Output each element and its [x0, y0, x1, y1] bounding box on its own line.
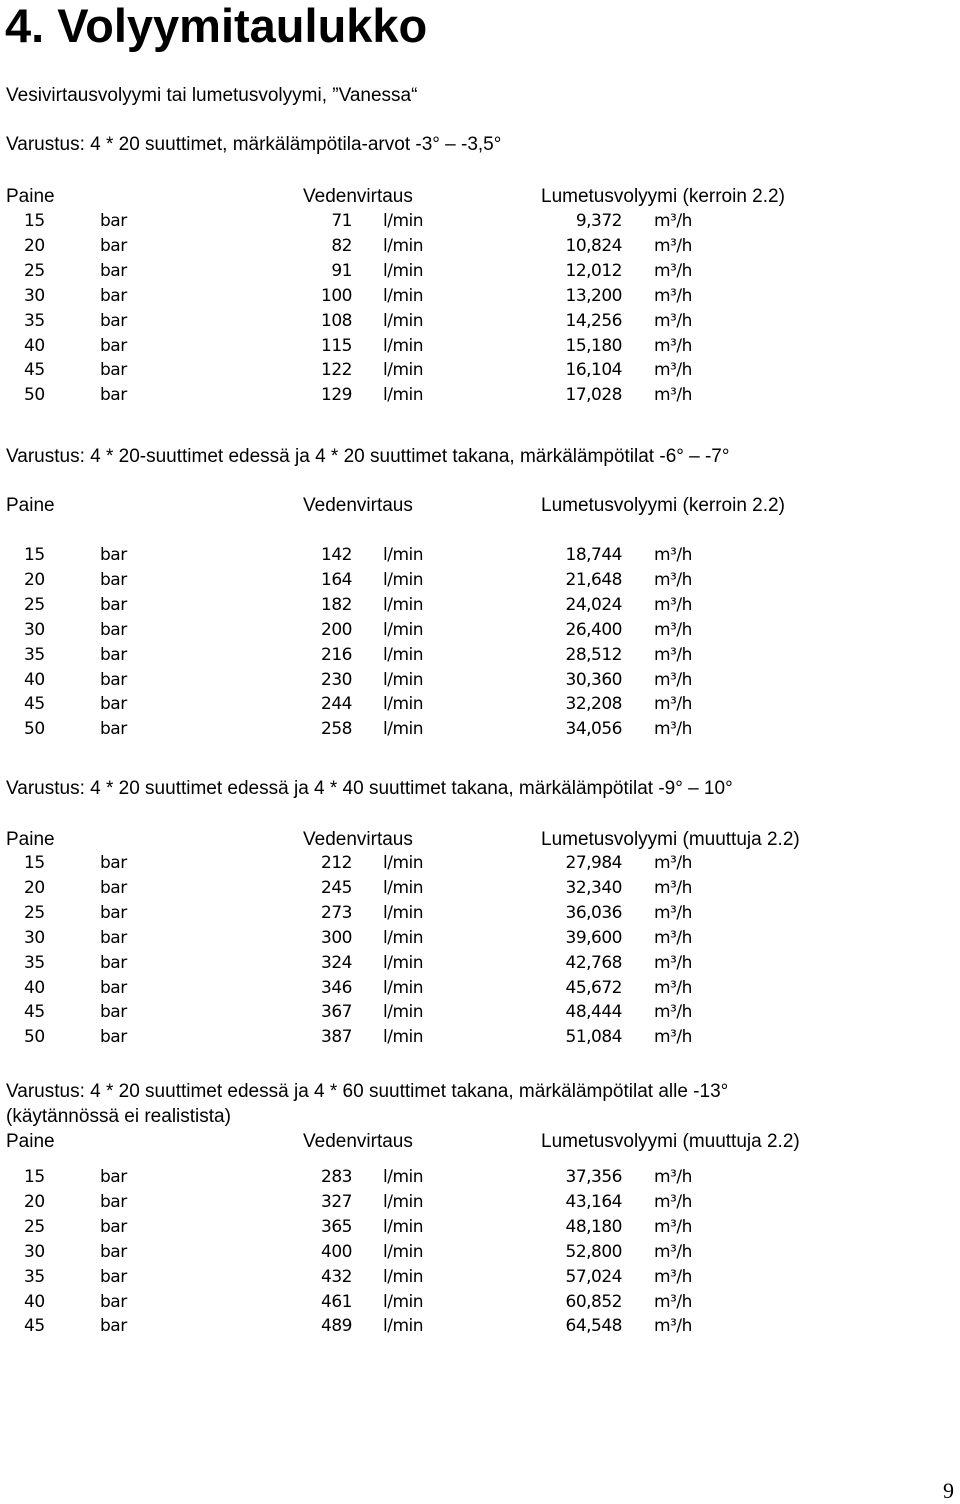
flow-unit: l/min	[383, 1316, 424, 1337]
flow-value: 142	[321, 545, 352, 565]
pressure-unit: bar	[100, 235, 127, 256]
volume-value: 16,104	[565, 360, 622, 381]
pressure-unit: bar	[100, 877, 127, 898]
section-1-header-paine: Paine	[6, 186, 55, 207]
volume-unit: m³/h	[654, 977, 692, 998]
table-row	[0, 334, 960, 359]
flow-unit: l/min	[383, 569, 424, 590]
flow-unit: l/min	[383, 619, 424, 640]
flow-unit: l/min	[383, 1027, 424, 1048]
volume-unit: m³/h	[654, 694, 692, 715]
volume-value: 39,600	[565, 927, 622, 948]
volume-value: 27,984	[565, 853, 622, 873]
volume-unit: m³/h	[654, 594, 692, 615]
volume-value: 42,768	[565, 952, 622, 973]
volume-unit: m³/h	[654, 1241, 692, 1262]
pressure-value: 50	[24, 385, 45, 406]
pressure-unit: bar	[100, 952, 127, 973]
pressure-unit: bar	[100, 1027, 127, 1048]
table-row	[0, 692, 960, 717]
pressure-value: 25	[24, 1216, 45, 1237]
pressure-value: 40	[24, 669, 45, 690]
section-3-header-vedenvirtaus: Vedenvirtaus	[303, 829, 413, 850]
flow-value: 245	[321, 877, 352, 898]
flow-unit: l/min	[383, 1216, 424, 1237]
flow-unit: l/min	[383, 877, 424, 898]
volume-value: 45,672	[565, 977, 622, 998]
table-row	[0, 951, 960, 976]
table-row	[0, 568, 960, 593]
flow-unit: l/min	[383, 310, 424, 331]
volume-unit: m³/h	[654, 669, 692, 690]
flow-value: 365	[321, 1216, 352, 1237]
pressure-unit: bar	[100, 694, 127, 715]
flow-unit: l/min	[383, 669, 424, 690]
flow-unit: l/min	[383, 385, 424, 406]
pressure-value: 35	[24, 952, 45, 973]
volume-unit: m³/h	[654, 1191, 692, 1212]
flow-unit: l/min	[383, 1167, 424, 1187]
section-4-header-vedenvirtaus: Vedenvirtaus	[303, 1131, 413, 1152]
pressure-unit: bar	[100, 853, 127, 873]
volume-unit: m³/h	[654, 1266, 692, 1287]
table-row	[0, 358, 960, 383]
volume-unit: m³/h	[654, 1216, 692, 1237]
table-row	[0, 851, 960, 876]
section-1-header-vedenvirtaus: Vedenvirtaus	[303, 186, 413, 207]
table-row	[0, 234, 960, 259]
pressure-unit: bar	[100, 569, 127, 590]
volume-value: 30,360	[565, 669, 622, 690]
table-row	[0, 643, 960, 668]
flow-unit: l/min	[383, 853, 424, 873]
volume-unit: m³/h	[654, 310, 692, 331]
volume-unit: m³/h	[654, 235, 692, 256]
flow-value: 129	[321, 385, 352, 406]
pressure-unit: bar	[100, 669, 127, 690]
table-row	[0, 209, 960, 234]
pressure-unit: bar	[100, 1266, 127, 1287]
table-row	[0, 668, 960, 693]
flow-unit: l/min	[383, 545, 424, 565]
flow-value: 71	[331, 211, 352, 231]
flow-value: 273	[321, 902, 352, 923]
table-row	[0, 259, 960, 284]
flow-unit: l/min	[383, 1191, 424, 1212]
section-2-header-vedenvirtaus: Vedenvirtaus	[303, 495, 413, 516]
pressure-unit: bar	[100, 1316, 127, 1337]
pressure-value: 45	[24, 1002, 45, 1023]
volume-value: 48,180	[565, 1216, 622, 1237]
volume-value: 57,024	[565, 1266, 622, 1287]
section-4-header-paine: Paine	[6, 1131, 55, 1152]
section-4-header-lumetus: Lumetusvolyymi (muuttuja 2.2)	[541, 1131, 800, 1152]
section-4-equipment-note: (käytännössä ei realistista)	[6, 1106, 231, 1127]
volume-value: 32,208	[565, 694, 622, 715]
pressure-unit: bar	[100, 360, 127, 381]
volume-unit: m³/h	[654, 569, 692, 590]
flow-unit: l/min	[383, 1291, 424, 1312]
volume-value: 64,548	[565, 1316, 622, 1337]
pressure-unit: bar	[100, 260, 127, 281]
page-number: 9	[943, 1478, 954, 1503]
volume-unit: m³/h	[654, 1291, 692, 1312]
table-row	[0, 876, 960, 901]
table-row	[0, 1025, 960, 1050]
flow-unit: l/min	[383, 952, 424, 973]
flow-unit: l/min	[383, 594, 424, 615]
section-3-equipment: Varustus: 4 * 20 suuttimet edessä ja 4 * 40 suuttimet takana, märkälämpötilat -9° – 10°	[6, 778, 733, 799]
volume-value: 26,400	[565, 619, 622, 640]
pressure-value: 50	[24, 719, 45, 740]
pressure-unit: bar	[100, 385, 127, 406]
volume-unit: m³/h	[654, 285, 692, 306]
volume-unit: m³/h	[654, 927, 692, 948]
flow-value: 400	[321, 1241, 352, 1262]
flow-unit: l/min	[383, 285, 424, 306]
flow-unit: l/min	[383, 927, 424, 948]
pressure-value: 35	[24, 1266, 45, 1287]
table-row	[0, 618, 960, 643]
volume-value: 13,200	[565, 285, 622, 306]
table-row	[0, 901, 960, 926]
volume-unit: m³/h	[654, 1167, 692, 1187]
table-row	[0, 976, 960, 1001]
pressure-unit: bar	[100, 719, 127, 740]
table-row	[0, 1265, 960, 1290]
volume-value: 43,164	[565, 1191, 622, 1212]
volume-unit: m³/h	[654, 360, 692, 381]
flow-value: 100	[321, 285, 352, 306]
pressure-unit: bar	[100, 545, 127, 565]
volume-value: 51,084	[565, 1027, 622, 1048]
volume-value: 9,372	[575, 211, 622, 231]
flow-unit: l/min	[383, 360, 424, 381]
page-title: 4. Volyymitaulukko	[5, 0, 428, 52]
table-row	[0, 1000, 960, 1025]
pressure-unit: bar	[100, 644, 127, 665]
section-4-equipment: Varustus: 4 * 20 suuttimet edessä ja 4 * 60 suuttimet takana, märkälämpötilat alle -13°	[6, 1081, 729, 1102]
volume-value: 36,036	[565, 902, 622, 923]
volume-value: 21,648	[565, 569, 622, 590]
section-1-header-lumetus: Lumetusvolyymi (kerroin 2.2)	[541, 186, 785, 207]
flow-value: 91	[331, 260, 352, 281]
volume-unit: m³/h	[654, 1027, 692, 1048]
flow-value: 230	[321, 669, 352, 690]
pressure-value: 20	[24, 235, 45, 256]
volume-value: 32,340	[565, 877, 622, 898]
pressure-unit: bar	[100, 310, 127, 331]
flow-unit: l/min	[383, 260, 424, 281]
pressure-unit: bar	[100, 977, 127, 998]
pressure-value: 45	[24, 694, 45, 715]
section-1-equipment: Varustus: 4 * 20 suuttimet, märkälämpötila-arvot -3° – -3,5°	[6, 134, 502, 155]
table-row	[0, 383, 960, 408]
section-2-header-lumetus: Lumetusvolyymi (kerroin 2.2)	[541, 495, 785, 516]
flow-value: 489	[321, 1316, 352, 1337]
volume-unit: m³/h	[654, 211, 692, 231]
volume-value: 48,444	[565, 1002, 622, 1023]
pressure-value: 20	[24, 877, 45, 898]
pressure-value: 15	[24, 545, 45, 565]
volume-value: 52,800	[565, 1241, 622, 1262]
pressure-value: 50	[24, 1027, 45, 1048]
flow-value: 327	[321, 1191, 352, 1212]
pressure-unit: bar	[100, 1002, 127, 1023]
flow-value: 244	[321, 694, 352, 715]
table-row	[0, 926, 960, 951]
volume-value: 14,256	[565, 310, 622, 331]
flow-value: 258	[321, 719, 352, 740]
table-row	[0, 1314, 960, 1339]
pressure-value: 15	[24, 1167, 45, 1187]
pressure-value: 25	[24, 902, 45, 923]
pressure-unit: bar	[100, 619, 127, 640]
pressure-unit: bar	[100, 335, 127, 356]
flow-unit: l/min	[383, 211, 424, 231]
flow-unit: l/min	[383, 719, 424, 740]
flow-value: 115	[321, 335, 352, 356]
volume-unit: m³/h	[654, 853, 692, 873]
volume-unit: m³/h	[654, 619, 692, 640]
volume-unit: m³/h	[654, 545, 692, 565]
volume-unit: m³/h	[654, 335, 692, 356]
flow-unit: l/min	[383, 1266, 424, 1287]
table-row	[0, 717, 960, 742]
flow-unit: l/min	[383, 977, 424, 998]
pressure-value: 30	[24, 619, 45, 640]
flow-value: 367	[321, 1002, 352, 1023]
table-row	[0, 1190, 960, 1215]
pressure-value: 25	[24, 594, 45, 615]
pressure-unit: bar	[100, 1241, 127, 1262]
flow-unit: l/min	[383, 694, 424, 715]
flow-value: 300	[321, 927, 352, 948]
volume-unit: m³/h	[654, 902, 692, 923]
section-2-header-paine: Paine	[6, 495, 55, 516]
volume-value: 34,056	[565, 719, 622, 740]
volume-value: 24,024	[565, 594, 622, 615]
table-row	[0, 543, 960, 568]
pressure-value: 30	[24, 1241, 45, 1262]
flow-unit: l/min	[383, 1002, 424, 1023]
flow-unit: l/min	[383, 644, 424, 665]
pressure-value: 40	[24, 977, 45, 998]
flow-value: 432	[321, 1266, 352, 1287]
volume-value: 12,012	[565, 260, 622, 281]
volume-value: 28,512	[565, 644, 622, 665]
flow-value: 212	[321, 853, 352, 873]
pressure-value: 35	[24, 644, 45, 665]
flow-value: 182	[321, 594, 352, 615]
volume-value: 37,356	[565, 1167, 622, 1187]
flow-unit: l/min	[383, 335, 424, 356]
pressure-value: 15	[24, 211, 45, 231]
pressure-unit: bar	[100, 211, 127, 231]
flow-value: 461	[321, 1291, 352, 1312]
volume-value: 15,180	[565, 335, 622, 356]
volume-value: 60,852	[565, 1291, 622, 1312]
volume-unit: m³/h	[654, 952, 692, 973]
flow-value: 346	[321, 977, 352, 998]
flow-value: 108	[321, 310, 352, 331]
pressure-value: 45	[24, 1316, 45, 1337]
volume-unit: m³/h	[654, 719, 692, 740]
volume-value: 17,028	[565, 385, 622, 406]
pressure-value: 20	[24, 1191, 45, 1212]
pressure-value: 45	[24, 360, 45, 381]
pressure-value: 25	[24, 260, 45, 281]
section-3-header-paine: Paine	[6, 829, 55, 850]
pressure-value: 30	[24, 927, 45, 948]
section-2-equipment: Varustus: 4 * 20-suuttimet edessä ja 4 * 20 suuttimet takana, märkälämpötilat -6° – -7°	[6, 446, 730, 467]
pressure-unit: bar	[100, 1216, 127, 1237]
table-row	[0, 593, 960, 618]
table-row	[0, 1290, 960, 1315]
flow-value: 283	[321, 1167, 352, 1187]
pressure-unit: bar	[100, 1167, 127, 1187]
section-3-header-lumetus: Lumetusvolyymi (muuttuja 2.2)	[541, 829, 800, 850]
table-row	[0, 309, 960, 334]
table-row	[0, 1165, 960, 1190]
volume-unit: m³/h	[654, 1002, 692, 1023]
pressure-value: 15	[24, 853, 45, 873]
pressure-unit: bar	[100, 594, 127, 615]
volume-unit: m³/h	[654, 385, 692, 406]
pressure-value: 35	[24, 310, 45, 331]
flow-unit: l/min	[383, 902, 424, 923]
flow-unit: l/min	[383, 1241, 424, 1262]
flow-value: 216	[321, 644, 352, 665]
table-row	[0, 1215, 960, 1240]
pressure-value: 40	[24, 1291, 45, 1312]
flow-value: 324	[321, 952, 352, 973]
flow-value: 164	[321, 569, 352, 590]
pressure-value: 20	[24, 569, 45, 590]
flow-value: 387	[321, 1027, 352, 1048]
pressure-value: 40	[24, 335, 45, 356]
table-row	[0, 1240, 960, 1265]
document-subtitle: Vesivirtausvolyymi tai lumetusvolyymi, ”Vanessa“	[6, 85, 418, 106]
volume-unit: m³/h	[654, 260, 692, 281]
flow-unit: l/min	[383, 235, 424, 256]
volume-unit: m³/h	[654, 877, 692, 898]
pressure-unit: bar	[100, 285, 127, 306]
flow-value: 200	[321, 619, 352, 640]
flow-value: 122	[321, 360, 352, 381]
pressure-unit: bar	[100, 1291, 127, 1312]
volume-unit: m³/h	[654, 644, 692, 665]
volume-value: 10,824	[565, 235, 622, 256]
table-row	[0, 284, 960, 309]
volume-value: 18,744	[565, 545, 622, 565]
flow-value: 82	[331, 235, 352, 256]
pressure-unit: bar	[100, 927, 127, 948]
pressure-unit: bar	[100, 902, 127, 923]
volume-unit: m³/h	[654, 1316, 692, 1337]
pressure-unit: bar	[100, 1191, 127, 1212]
pressure-value: 30	[24, 285, 45, 306]
